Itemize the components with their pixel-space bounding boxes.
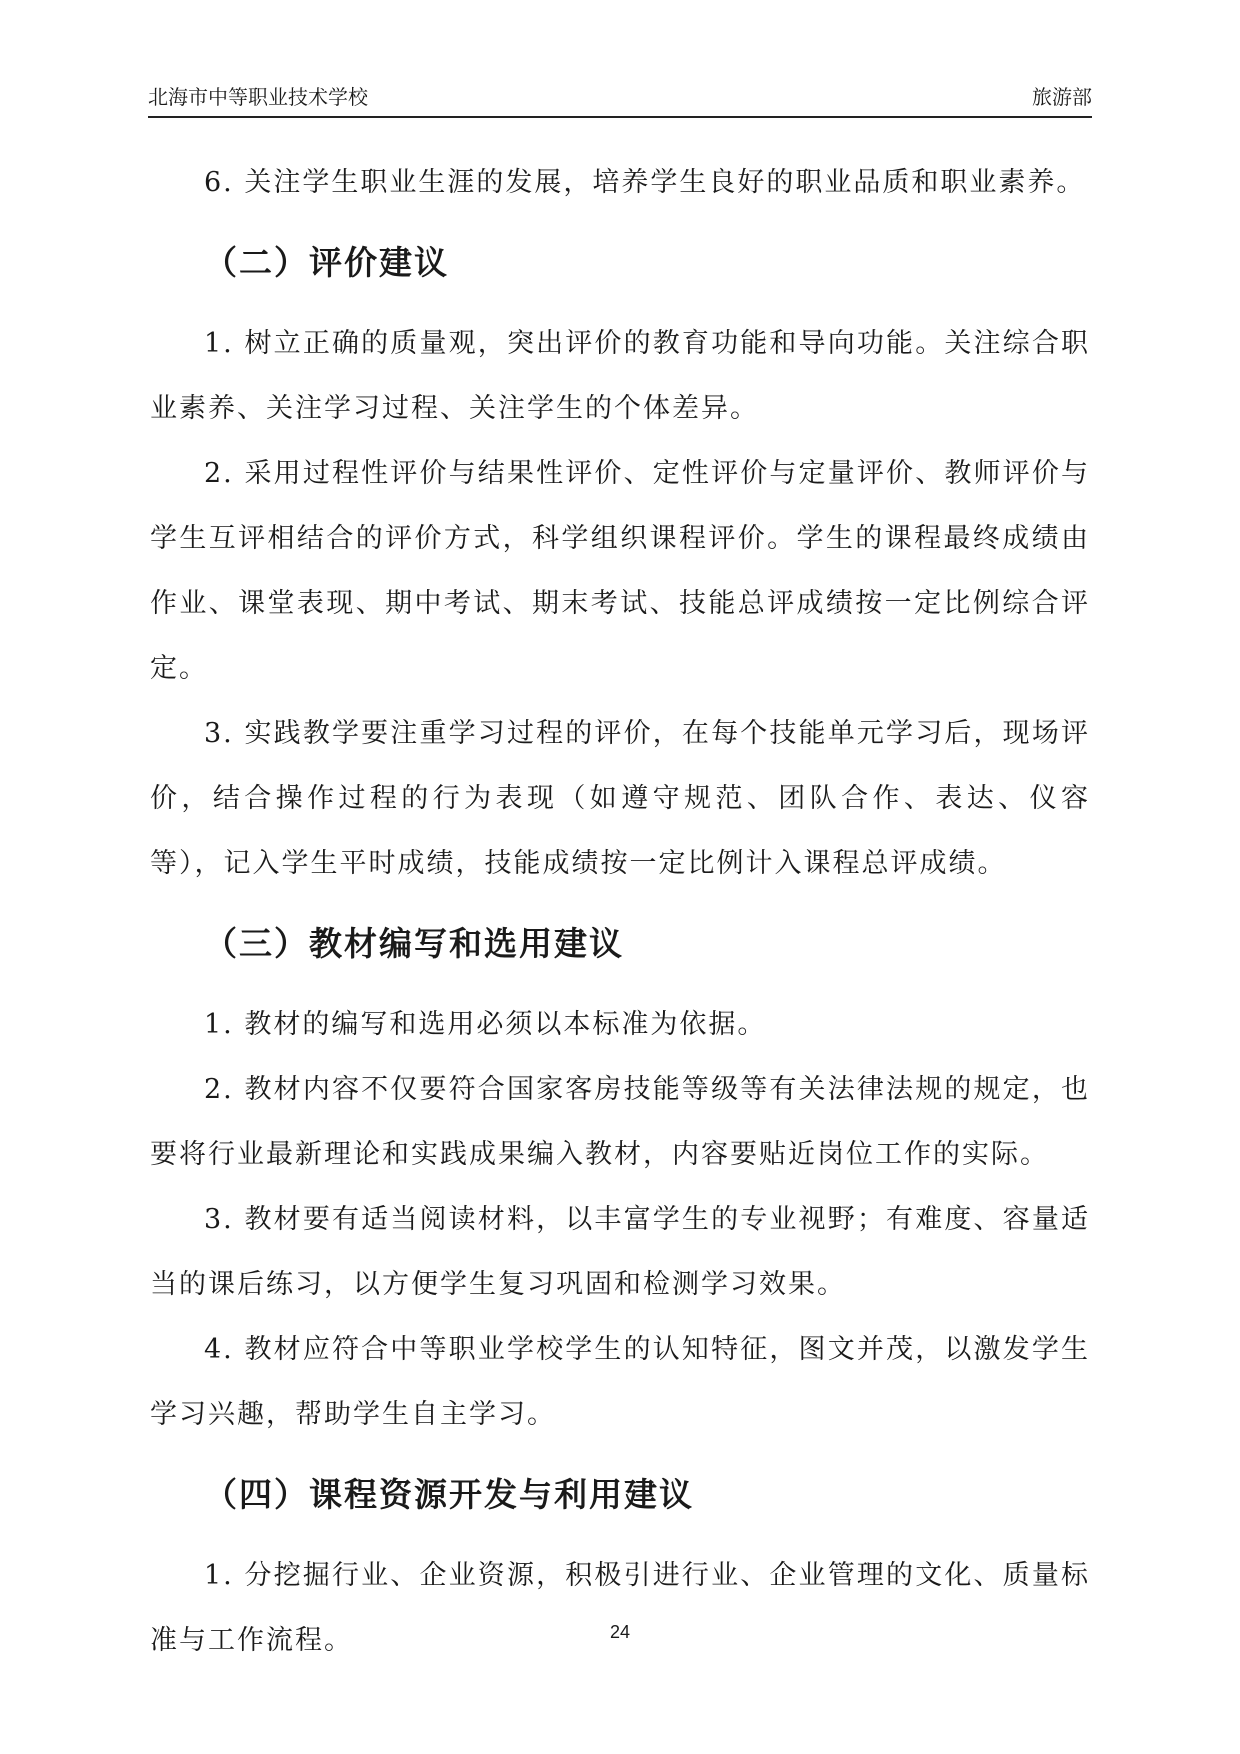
header-school-name: 北海市中等职业技术学校 xyxy=(148,85,368,109)
section-heading-resources: （四）课程资源开发与利用建议 xyxy=(204,1475,694,1514)
paragraph-textbooks-2: 2. 教材内容不仅要符合国家客房技能等级等有关法律法规的规定，也要将行业最新理论和实践成果编入教材，内容要贴近岗位工作的实际。 xyxy=(150,1074,1090,1170)
paragraph-evaluation-2: 2. 采用过程性评价与结果性评价、定性评价与定量评价、教师评价与学生互评相结合的评价方式，科学组织课程评价。学生的课程最终成绩由作业、课堂表现、期中考试、期末考试、技能总评成绩按一定比例综合评定。 xyxy=(150,458,1090,684)
paragraph-evaluation-3: 3. 实践教学要注重学习过程的评价，在每个技能单元学习后，现场评价，结合操作过程的行为表现（如遵守规范、团队合作、表达、仪容等），记入学生平时成绩，技能成绩按一定比例计入课程总评成绩。 xyxy=(150,718,1090,879)
header-department: 旅游部 xyxy=(1032,85,1092,109)
paragraph-textbooks-4: 4. 教材应符合中等职业学校学生的认知特征，图文并茂，以激发学生学习兴趣，帮助学生自主学习。 xyxy=(150,1334,1090,1430)
document-body xyxy=(150,150,1090,1673)
paragraph-career-development: 6. 关注学生职业生涯的发展，培养学生良好的职业品质和职业素养。 xyxy=(204,167,1086,198)
paragraph-resources-1: 1. 分挖掘行业、企业资源，积极引进行业、企业管理的文化、质量标准与工作流程。 xyxy=(150,1560,1090,1656)
page-number: 24 xyxy=(609,1622,631,1642)
section-heading-evaluation: （二）评价建议 xyxy=(204,243,449,282)
paragraph-textbooks-3: 3. 教材要有适当阅读材料，以丰富学生的专业视野；有难度、容量适当的课后练习，以方便学生复习巩固和检测学习效果。 xyxy=(150,1204,1090,1300)
paragraph-evaluation-1: 1. 树立正确的质量观，突出评价的教育功能和导向功能。关注综合职业素养、关注学习过程、关注学生的个体差异。 xyxy=(150,328,1090,424)
section-heading-textbooks: （三）教材编写和选用建议 xyxy=(204,924,624,963)
paragraph-textbooks-1: 1. 教材的编写和选用必须以本标准为依据。 xyxy=(204,1009,767,1040)
page-header xyxy=(148,86,1092,118)
